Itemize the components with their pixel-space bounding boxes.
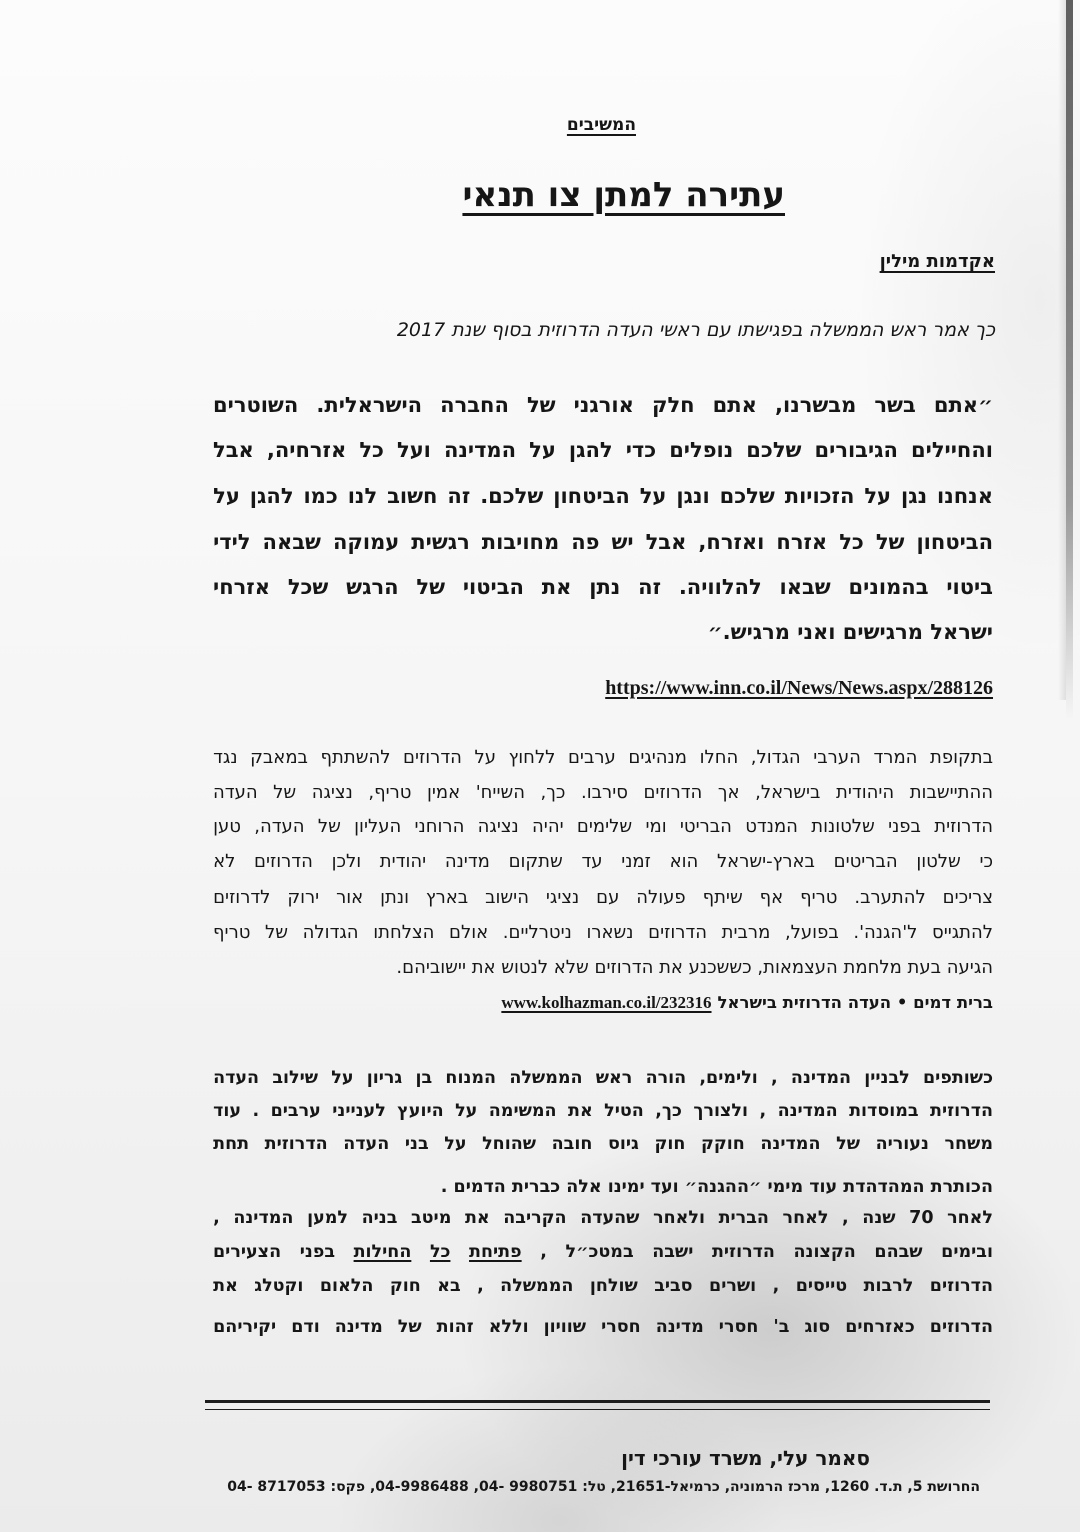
word: המדינה	[443, 438, 517, 462]
word: הדרוזים	[929, 1276, 993, 1296]
argument-line	[213, 1065, 993, 1091]
word: ניטרליים.	[502, 921, 572, 943]
word: ,	[540, 1242, 547, 1262]
word: הרגש	[346, 575, 399, 599]
word: היהודית	[836, 781, 895, 803]
word: בישראל,	[755, 781, 821, 803]
word: פתיחת	[469, 1242, 522, 1262]
word: חשוב	[387, 484, 438, 508]
word: זמני	[621, 850, 651, 872]
quote-source	[213, 674, 993, 702]
word: למען	[307, 1208, 348, 1228]
history-line	[213, 813, 993, 839]
word: בפני	[299, 1242, 335, 1262]
word: כך,	[540, 781, 566, 803]
word: העדה	[213, 1068, 260, 1088]
word: בפועל,	[784, 921, 839, 943]
word: הלאום	[319, 1276, 374, 1296]
word: ב'	[773, 1317, 790, 1337]
word: אזרחיה,	[266, 438, 347, 462]
word: בן	[415, 1068, 433, 1088]
word: ,	[213, 1208, 220, 1228]
argument-line-with-underline	[213, 1239, 993, 1265]
word: הברית	[718, 1208, 769, 1228]
word: כי	[979, 850, 993, 872]
word: כל	[839, 530, 864, 554]
word: לבניין	[864, 1068, 910, 1088]
word: שלטון	[916, 850, 961, 872]
word: את	[464, 1208, 490, 1228]
word: עוד	[213, 1101, 242, 1121]
word: אזרח	[776, 530, 828, 554]
word: שתקום	[508, 850, 563, 872]
quote-line	[213, 571, 993, 603]
word: את	[568, 1101, 593, 1121]
word: את	[213, 1276, 238, 1296]
word: היועץ	[397, 1101, 444, 1121]
word: של	[317, 815, 341, 837]
word: בארץ	[425, 886, 469, 908]
word: יהודית	[379, 850, 427, 872]
word: ״אתם	[933, 393, 993, 417]
word: של	[875, 530, 905, 554]
word: המדינה	[760, 1134, 821, 1154]
word: לענייני	[332, 1101, 386, 1121]
word: העדה,	[254, 815, 305, 837]
word: רגשית	[411, 530, 470, 554]
word: ישבה	[652, 1242, 694, 1262]
word: סירבו.	[581, 781, 628, 803]
history-line	[213, 884, 993, 910]
word: נתן	[589, 575, 621, 599]
word: .	[252, 1101, 260, 1121]
word: נגד	[213, 746, 238, 768]
history-line-last: הגיעה בעת מלחמת העצמאות, כששכנע את הדרוזים שלא לנטוש את יישוביהם.	[396, 956, 993, 978]
word: בא	[437, 1276, 461, 1296]
word: שילוב	[272, 1068, 319, 1088]
word: והחיילים	[911, 438, 993, 462]
quote-line-last: ישראל מרגישים ואני מרגיש.״	[707, 620, 993, 644]
word: וקטלג	[254, 1276, 304, 1296]
word: אזרחי	[213, 575, 270, 599]
word: לא	[213, 850, 236, 872]
word: של	[397, 1317, 422, 1337]
word: מבשרנו,	[775, 393, 857, 417]
word: השייח'	[475, 781, 525, 803]
word: תחת	[213, 1134, 250, 1154]
word: אור	[336, 886, 364, 908]
word: על	[639, 484, 667, 508]
word: פה	[571, 530, 600, 554]
quote-source-url: https://www.inn.co.il/News/News.aspx/288126	[605, 677, 993, 699]
word: ראש	[595, 1068, 633, 1088]
word: הבריטים	[833, 850, 898, 872]
word: יהיה	[532, 815, 564, 837]
word: על	[444, 1134, 467, 1154]
word: הדרוזית	[711, 1242, 775, 1262]
quote-line	[213, 389, 993, 421]
word: כאזרחים	[845, 1317, 915, 1337]
word: טייסים	[795, 1276, 848, 1296]
word: הממשלה	[509, 1068, 583, 1088]
word: הגדולה	[302, 921, 359, 943]
word: הדרוזים	[254, 850, 313, 872]
word: סוג	[804, 1317, 831, 1337]
word: כל	[359, 438, 384, 462]
word: של	[265, 921, 289, 943]
word: שוויון	[543, 1317, 587, 1337]
word: ולצורך	[693, 1101, 749, 1121]
word: זהות	[436, 1317, 474, 1337]
word: בתקופת	[930, 746, 993, 768]
word: חובה	[551, 1134, 593, 1154]
word: להגן	[249, 484, 294, 508]
word: ,	[477, 1276, 484, 1296]
word: לדרוזים	[213, 886, 271, 908]
word: אך	[717, 781, 740, 803]
word: זה	[447, 484, 471, 508]
citation-url: www.kolhazman.co.il/232316	[501, 993, 712, 1012]
word: שיתף	[702, 886, 743, 908]
word: שלכם	[719, 484, 775, 508]
word: על	[455, 1101, 478, 1121]
quote-line	[213, 526, 993, 558]
word: סביב	[654, 1276, 693, 1296]
quote-attribution-text: כך אמר ראש הממשלה בפגישתו עם ראשי העדה הדרוזית בסוף שנת 2017	[396, 319, 995, 341]
word: נציגי	[545, 886, 580, 908]
word: הדרוזים	[648, 921, 708, 943]
word: ונגן	[676, 484, 710, 508]
word: ,	[759, 1101, 767, 1121]
word: הדרוזית	[930, 1101, 993, 1121]
word: נציגה	[311, 781, 353, 803]
word: אתם	[712, 393, 757, 417]
word: להשתתף	[320, 746, 391, 768]
word: החברה	[440, 393, 509, 417]
argument-line	[213, 1131, 993, 1157]
word: משחר	[944, 1134, 993, 1154]
word: ולאחר	[653, 1208, 705, 1228]
word: צריכים	[942, 886, 993, 908]
word: כשותפים	[923, 1068, 993, 1088]
history-line	[213, 919, 993, 945]
word: אמין	[426, 781, 461, 803]
word: לרבות	[863, 1276, 914, 1296]
word: במוסדות	[849, 1101, 919, 1121]
word: הזכויות	[784, 484, 855, 508]
word: ללחוץ	[508, 746, 556, 768]
history-line	[213, 779, 993, 805]
word: הישראלית.	[316, 393, 423, 417]
word: השוטרים	[213, 393, 299, 417]
word: ערבים	[567, 746, 616, 768]
word: ועל	[396, 438, 431, 462]
word: ובימים	[941, 1242, 993, 1262]
word: הדרוזית	[934, 815, 993, 837]
word: אבל	[213, 438, 254, 462]
argument-line	[213, 1273, 993, 1299]
word: כמו	[303, 484, 338, 508]
word: טריף	[800, 886, 838, 908]
word: שלכם.	[480, 484, 544, 508]
word: המדינה	[233, 1208, 294, 1228]
word: הקריבה	[503, 1208, 567, 1228]
word: להלוויה.	[678, 575, 762, 599]
word: פעולה	[636, 886, 686, 908]
word: בארץ-ישראל	[716, 850, 815, 872]
word: עד	[581, 850, 603, 872]
word: הורה	[645, 1068, 687, 1088]
word: חלק	[651, 393, 695, 417]
word: אבל	[645, 530, 687, 554]
word: המשימה	[488, 1101, 557, 1121]
word: מדינה	[444, 850, 490, 872]
footer-firm-name: סאמר עלי, משרד עורכי דין	[621, 1446, 870, 1470]
word: אורגני	[573, 393, 634, 417]
word: העדה	[213, 781, 258, 803]
word: ,	[771, 1068, 778, 1088]
word: הביטחון	[553, 484, 630, 508]
word: מדינה	[655, 1317, 704, 1337]
word: אולם	[449, 921, 489, 943]
argument-line	[213, 1314, 993, 1340]
word: 70	[909, 1208, 934, 1228]
word: כדי	[625, 438, 657, 462]
word: מנהיגים	[628, 746, 687, 768]
word: על	[474, 746, 496, 768]
word: לידי	[213, 530, 251, 554]
argument-line-last: הכותרת המהדהדת עוד מימי ״ההגנה״ ועד ימינו אלה כברית הדמים .	[440, 1177, 993, 1197]
footer-double-rule	[205, 1400, 990, 1410]
word: הביטחון	[916, 530, 993, 554]
word: הטיל	[604, 1101, 644, 1121]
word: זה	[638, 575, 661, 599]
word: אנחנו	[937, 484, 993, 508]
word: במאבק	[250, 746, 308, 768]
word: הגדול,	[750, 746, 801, 768]
word: להגן	[568, 438, 613, 462]
word: הדרוזים	[929, 1317, 993, 1337]
word: הקצונה	[793, 1242, 856, 1262]
word: ואזרח,	[698, 530, 765, 554]
word: גיוס	[607, 1134, 639, 1154]
word: ההתיישבות	[909, 781, 993, 803]
word: נציגה	[477, 815, 519, 837]
word: של	[836, 1134, 860, 1154]
word: לאחר	[782, 1208, 829, 1228]
page-edge-shadow-soft	[1058, 0, 1066, 700]
word: חסרי	[718, 1317, 759, 1337]
page-edge-shadow	[1066, 0, 1073, 720]
word: ירוק	[287, 886, 320, 908]
word: את	[541, 575, 572, 599]
word: חוקק	[700, 1134, 745, 1154]
word: העליון	[354, 815, 402, 837]
word: מיטב	[410, 1208, 452, 1228]
word: הבריטי	[679, 815, 732, 837]
word: חוק	[389, 1276, 421, 1296]
quote-attribution	[213, 316, 995, 344]
word: המדינה	[790, 1068, 852, 1088]
word: חוק	[654, 1134, 686, 1154]
word: במטכ״ל	[565, 1242, 634, 1262]
word: ונתן	[380, 886, 409, 908]
word: המדינה	[777, 1101, 838, 1121]
word: טריף,	[368, 781, 412, 803]
footer-address-row	[210, 1476, 980, 1498]
word: שבאו	[779, 575, 831, 599]
history-line	[213, 744, 993, 770]
word: נופלים	[669, 438, 734, 462]
word: ערבים	[270, 1101, 321, 1121]
word: ,	[772, 1276, 780, 1296]
word: על	[331, 1068, 354, 1088]
word: בני	[404, 1134, 429, 1154]
word: נגן	[900, 484, 928, 508]
word: שהעדה	[580, 1208, 640, 1228]
word: ביטוי	[946, 575, 993, 599]
word: חסרי	[601, 1317, 641, 1337]
footer-address: החרושת 5, ת.ד. 1260, מרכז הרמוניה, כרמיאל-21651, טל: 9980751 -04, 04-9986488, פקס: 8717053 -04	[227, 1479, 980, 1495]
intro-heading: אקדמות מילין	[879, 251, 995, 272]
word: מדינה	[334, 1317, 383, 1337]
word: של	[416, 575, 446, 599]
word: גריון	[366, 1068, 403, 1088]
word: של	[273, 781, 297, 803]
word: יש	[611, 530, 634, 554]
word: שנה	[862, 1208, 896, 1228]
history-citation	[213, 990, 993, 1016]
document-title: עתירה למתן צו תנאי	[462, 175, 785, 215]
word: בפני	[888, 815, 921, 837]
word: שלכם	[746, 438, 802, 462]
word: על	[529, 438, 556, 462]
word: החילות	[353, 1242, 412, 1262]
word: ושרים	[709, 1276, 757, 1296]
word: על	[213, 484, 240, 508]
word: הדרוזים	[403, 746, 462, 768]
word: שלטונות	[811, 815, 875, 837]
word: ,	[842, 1208, 849, 1228]
word: בשר	[874, 393, 916, 417]
word: ולכן	[331, 850, 362, 872]
word: הגיבורים	[814, 438, 898, 462]
word: עם	[596, 886, 620, 908]
history-line	[213, 848, 993, 874]
word: אף	[759, 886, 784, 908]
argument-line	[213, 1205, 993, 1231]
quote-line	[213, 434, 993, 466]
word: הממשלה	[500, 1276, 574, 1296]
word: של	[526, 393, 556, 417]
word: טריף	[213, 921, 251, 943]
word: המנוח	[445, 1068, 497, 1088]
word: שבאה	[262, 530, 321, 554]
word: יקיריהם	[213, 1317, 277, 1337]
word: שהוחל	[482, 1134, 537, 1154]
word: שבהם	[874, 1242, 923, 1262]
word: נעוריה	[875, 1134, 929, 1154]
citation-title: ברית דמים • העדה הדרוזית בישראל	[717, 993, 993, 1012]
word: טען	[213, 815, 241, 837]
word: מרבית	[721, 921, 771, 943]
word: שולחן	[589, 1276, 638, 1296]
word: וללא	[488, 1317, 529, 1337]
word: בהמונים	[848, 575, 929, 599]
word: הצלחתו	[373, 921, 435, 943]
word: נשארו	[586, 921, 634, 943]
word: הישוב	[485, 886, 529, 908]
word: הצעירים	[213, 1242, 282, 1262]
word: מחויבות	[481, 530, 560, 554]
word: ודם	[291, 1317, 320, 1337]
word: לאחר	[947, 1208, 993, 1228]
word: שכל	[287, 575, 329, 599]
word: העדה	[343, 1134, 390, 1154]
quote-line	[213, 480, 993, 512]
word: החלו	[699, 746, 739, 768]
word: הביטוי	[462, 575, 524, 599]
word: על	[864, 484, 892, 508]
argument-line	[213, 1098, 993, 1124]
word: להתגייס	[932, 921, 993, 943]
word: המרד	[873, 746, 918, 768]
word: כל	[429, 1242, 451, 1262]
word: בניה	[361, 1208, 398, 1228]
word: להתערב.	[854, 886, 926, 908]
word: המנדט	[745, 815, 798, 837]
word: ולימים,	[699, 1068, 758, 1088]
word: הרוחני	[414, 815, 465, 837]
word: כך,	[655, 1101, 682, 1121]
word: שלימים	[576, 815, 633, 837]
word: הערבי	[813, 746, 861, 768]
word: עמוקה	[333, 530, 400, 554]
word: ומי	[645, 815, 667, 837]
respondents-label: המשיבים	[566, 115, 636, 135]
word: הוא	[669, 850, 699, 872]
word: לנו	[347, 484, 378, 508]
word: הדרוזית	[264, 1134, 328, 1154]
word: ל'הגנה'.	[853, 921, 918, 943]
word: הדרוזים	[643, 781, 703, 803]
